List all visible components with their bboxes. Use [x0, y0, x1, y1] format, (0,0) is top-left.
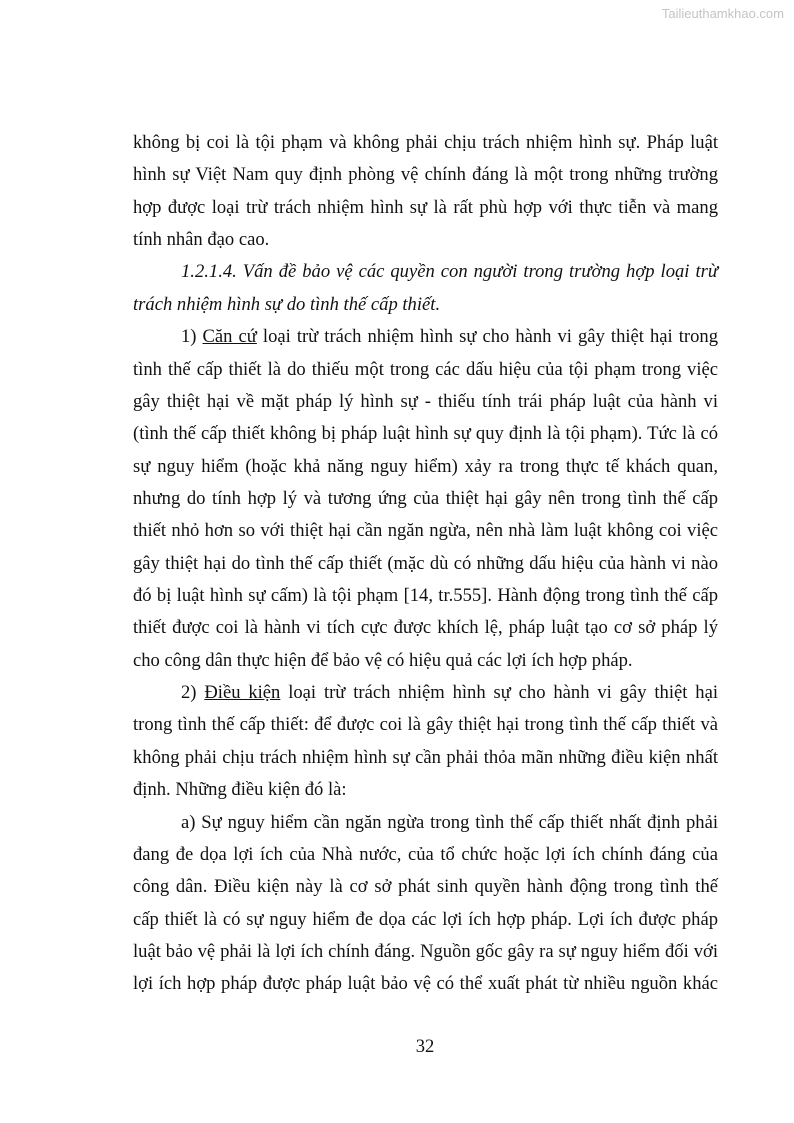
text-line	[133, 321, 718, 353]
text-line: (tình thế cấp thiết không bị pháp luật hình sự quy định là tội phạm). Tức là có	[133, 423, 718, 445]
text-span: loại trừ trách nhiệm hình sự cho hành vi gây thiệt hại	[280, 682, 718, 704]
text-line: a) Sự nguy hiểm cần ngăn ngừa trong tình thế cấp thiết nhất định phải	[181, 811, 718, 833]
text-line: thiết được coi là hành vi tích cực được khích lệ, pháp luật tạo cơ sở pháp lý	[133, 617, 718, 639]
text-line	[133, 677, 718, 709]
text-line: hình sự Việt Nam quy định phòng vệ chính đáng là một trong những trường	[133, 164, 718, 186]
text-line: hợp được loại trừ trách nhiệm hình sự là rất phù hợp với thực tiễn và mang	[133, 196, 718, 218]
text-line: trong tình thế cấp thiết: để được coi là gây thiệt hại trong tình thế cấp thiết và	[133, 714, 718, 736]
text-span: loại trừ trách nhiệm hình sự cho hành vi gây thiệt hại trong	[256, 326, 718, 348]
text-line: đang đe dọa lợi ích của Nhà nước, của tổ chức hoặc lợi ích chính đáng của	[133, 843, 718, 865]
text-line: không bị coi là tội phạm và không phải chịu trách nhiệm hình sự. Pháp luật	[133, 132, 718, 153]
underlined-term: Điều kiện	[204, 682, 281, 704]
text-line: không phải chịu trách nhiệm hình sự cần phải thỏa mãn những điều kiện nhất	[133, 746, 718, 768]
section-heading: trách nhiệm hình sự do tình thế cấp thiết.	[133, 293, 441, 315]
section-heading: 1.2.1.4. Vấn đề bảo vệ các quyền con người trong trường hợp loại trừ	[181, 261, 718, 283]
underlined-term: Căn cứ	[202, 326, 257, 348]
text-line: tình thế cấp thiết là do thiếu một trong các dấu hiệu của tội phạm trong việc	[133, 358, 718, 380]
text-line: gây thiệt hại về mặt pháp lý hình sự - thiếu tính trái pháp luật của hành vi	[133, 390, 718, 412]
text-line: công dân. Điều kiện này là cơ sở phát sinh quyền hành động trong tình thế	[133, 876, 718, 898]
text-line: sự nguy hiểm (hoặc khả năng nguy hiểm) xảy ra trong thực tế khách quan,	[133, 455, 718, 477]
text-line: luật bảo vệ phải là lợi ích chính đáng. Nguồn gốc gây ra sự nguy hiểm đối với	[133, 940, 718, 962]
watermark: Tailieuthamkhao.com	[661, 6, 784, 21]
text-line: lợi ích hợp pháp được pháp luật bảo vệ có thể xuất phát từ nhiều nguồn khác	[133, 973, 718, 995]
text-line: thiết nhỏ hơn so với thiệt hại cần ngăn ngừa, nên nhà làm luật không coi việc	[133, 520, 718, 542]
text-line: định. Những điều kiện đó là:	[133, 779, 347, 801]
list-number: 1)	[181, 326, 203, 348]
text-line: gây thiệt hại do tình thế cấp thiết (mặc dù có những dấu hiệu của hành vi nào	[133, 552, 718, 574]
text-line: đó bị luật hình sự cấm) là tội phạm [14, tr.555]. Hành động trong tình thế cấp	[133, 585, 718, 607]
text-line: tính nhân đạo cao.	[133, 229, 270, 251]
list-number: 2)	[181, 682, 205, 704]
text-line: cấp thiết là có sự nguy hiểm đe dọa các lợi ích hợp pháp. Lợi ích được pháp	[133, 908, 718, 930]
text-line: nhưng do tính hợp lý và tương ứng của thiệt hại gây nên trong tình thế cấp	[133, 487, 718, 509]
document-body	[133, 127, 718, 1001]
page-number: 32	[415, 1036, 435, 1057]
text-line: cho công dân thực hiện để bảo vệ có hiệu quả các lợi ích hợp pháp.	[133, 649, 633, 671]
